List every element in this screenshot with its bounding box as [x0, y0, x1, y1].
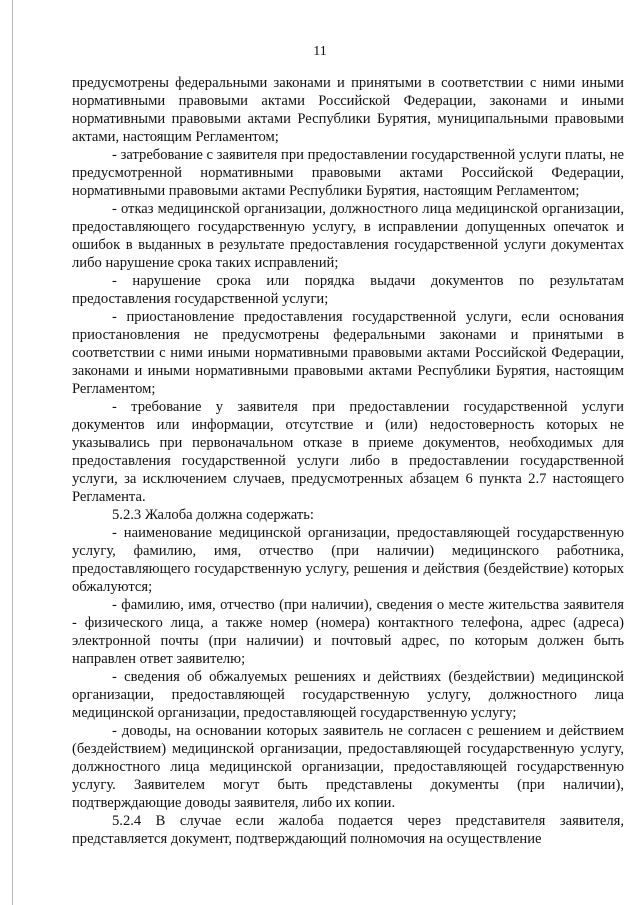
- document-body: [72, 74, 624, 848]
- paragraph: - нарушение срока или порядка выдачи документов по результатам предоставления государственной услуги;: [72, 273, 624, 307]
- paragraph: - сведения об обжалуемых решениях и действиях (бездействии) медицинской организации, предоставляющей государственную услугу, должностного лица медицинской организации, предоставляющей государственную услугу;: [72, 669, 624, 721]
- paragraph: предусмотрены федеральными законами и принятыми в соответствии с ними иными нормативными правовыми актами Российской Федерации, законами и иными нормативными правовыми актами Республики Бурятия, муниципальными правовыми актами, настоящим Регламентом;: [72, 75, 624, 145]
- paragraph: 5.2.3 Жалоба должна содержать:: [112, 507, 314, 523]
- paragraph: - затребование с заявителя при предоставлении государственной услуги платы, не предусмотренной нормативными правовыми актами Российской Федерации, нормативными правовыми актами Республики Бурятия, настоящим Регламентом;: [72, 147, 624, 199]
- paragraph: - фамилию, имя, отчество (при наличии), сведения о месте жительства заявителя - физического лица, а также номер (номера) контактного телефона, адрес (адреса) электронной почты (при наличии) и почтовый адрес, по которым должен быть направлен ответ заявителю;: [72, 597, 624, 667]
- paragraph: - отказ медицинской организации, должностного лица медицинской организации, предоставляющего государственную услугу, в исправлении допущенных опечаток и ошибок в выданных в результате предоставления государственной услуги документах либо нарушение срока таких исправлений;: [72, 201, 624, 271]
- scan-left-edge: [12, 0, 13, 905]
- paragraph: 5.2.4 В случае если жалоба подается через представителя заявителя, представляется документ, подтверждающий полномочия на осуществление: [72, 813, 624, 847]
- paragraph: - приостановление предоставления государственной услуги, если основания приостановления не предусмотрены федеральными законами и принятыми в соответствии с ними иными нормативными правовыми актами Российской Федерации, законами и иными нормативными правовыми актами Республики Бурятия, настоящим Регламентом;: [72, 309, 624, 397]
- paragraph: - требование у заявителя при предоставлении государственной услуги документов или информации, отсутствие и (или) недостоверность которых не указывались при первоначальном отказе в приеме документов, необходимых для предоставления государственной услуги либо в предоставлении государственной услуги, за исключением случаев, предусмотренных абзацем 6 пункта 2.7 настоящего Регламента.: [72, 399, 624, 505]
- paragraph: - доводы, на основании которых заявитель не согласен с решением и действием (бездействием) медицинской организации, предоставляющей государственную услугу, должностного лица медицинской организации, предоставляющей государственную услугу. Заявителем могут быть представлены документы (при наличии), подтверждающие доводы заявителя, либо их копии.: [72, 723, 624, 811]
- paragraph: - наименование медицинской организации, предоставляющей государственную услугу, фамилию, имя, отчество (при наличии) медицинского работника, предоставляющего государственную услугу, решения и действия (бездействие) которых обжалуются;: [72, 525, 624, 595]
- page-number: 11: [313, 44, 327, 59]
